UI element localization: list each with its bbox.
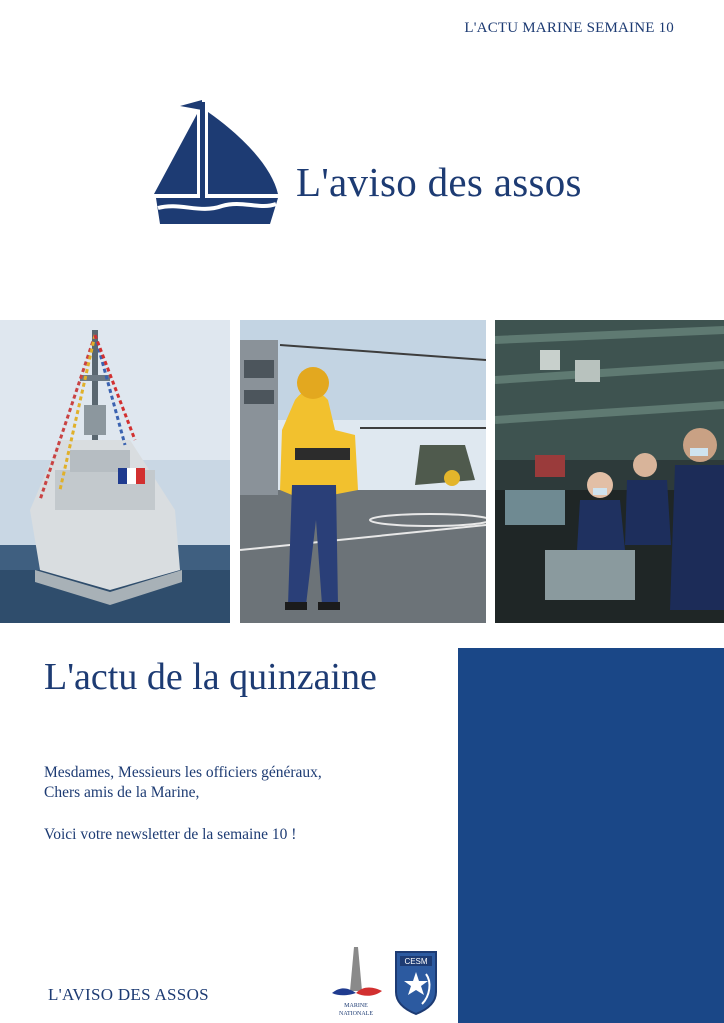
photo-operations-room (495, 320, 724, 623)
brand-title: L'aviso des assos (296, 159, 582, 205)
sailboat-icon (150, 98, 280, 226)
section-title: L'actu de la quinzaine (44, 656, 377, 698)
greeting-text: Mesdames, Messieurs les officiers généraux, (44, 764, 322, 781)
svg-text:CESM: CESM (404, 957, 428, 966)
blue-panel (458, 648, 724, 1023)
marine-nationale-logo-icon (328, 945, 384, 1019)
footer-label: L'AVISO DES ASSOS (48, 985, 209, 1004)
header-tag: L'ACTU MARINE SEMAINE 10 (464, 20, 674, 36)
intro-text: Voici votre newsletter de la semaine 10 ! (44, 826, 297, 843)
photo-ship-flags (0, 320, 230, 623)
salutation-text: Chers amis de la Marine, (44, 784, 200, 801)
cesm-badge-icon (390, 948, 442, 1016)
svg-text:NATIONALE: NATIONALE (339, 1011, 373, 1017)
svg-text:MARINE: MARINE (344, 1003, 368, 1009)
photo-flight-deck (240, 320, 486, 623)
